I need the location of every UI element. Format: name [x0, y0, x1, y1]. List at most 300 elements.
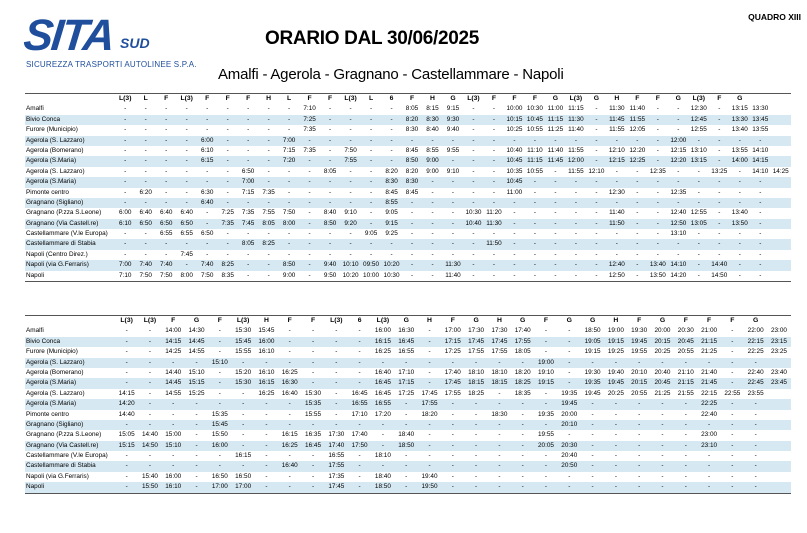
departure-time: 17:55: [491, 348, 508, 356]
station-name: Gragnano (Sigliano): [26, 198, 84, 206]
departure-time: 10:40: [465, 219, 482, 227]
table-row: [25, 229, 791, 239]
departure-time: -: [472, 178, 475, 186]
departure-time: 16:15: [235, 452, 252, 460]
departure-time: 12:00: [670, 136, 687, 144]
departure-time: 18:35: [514, 389, 531, 397]
departure-time: -: [591, 462, 594, 470]
departure-time: -: [405, 410, 408, 418]
departure-time: -: [195, 420, 198, 428]
departure-time: 20:30: [561, 441, 578, 449]
departure-time: -: [533, 188, 536, 196]
departure-time: -: [195, 462, 198, 470]
departure-time: -: [554, 250, 557, 258]
departure-time: 22:40: [747, 368, 764, 376]
departure-time: -: [451, 209, 455, 217]
station-name: Agerola (Bomerano): [26, 146, 84, 154]
departure-time: 11:55: [568, 146, 584, 154]
table-row: [25, 347, 791, 357]
departure-time: 19:50: [421, 483, 438, 491]
departure-time: -: [267, 271, 270, 279]
departure-time: -: [738, 198, 741, 206]
departure-time: -: [738, 188, 741, 196]
departure-time: -: [636, 178, 639, 186]
departure-time: -: [544, 452, 548, 460]
departure-time: 17:35: [328, 472, 345, 480]
departure-time: -: [513, 271, 516, 279]
departure-time: 21:45: [701, 379, 718, 387]
departure-time: -: [568, 379, 571, 387]
departure-time: -: [329, 198, 332, 206]
departure-time: 15:10: [211, 358, 228, 366]
departure-time: -: [124, 136, 127, 144]
departure-time: 18:40: [374, 472, 391, 480]
departure-time: -: [267, 157, 270, 165]
departure-time: -: [498, 441, 501, 449]
service-code: H: [430, 95, 435, 102]
station-name: Gragnano (Sigliano): [26, 420, 84, 428]
departure-time: -: [358, 462, 361, 470]
departure-time: 13:10: [670, 230, 687, 238]
departure-time: -: [311, 420, 315, 428]
departure-time: 15:10: [188, 368, 205, 376]
departure-time: -: [265, 420, 268, 428]
departure-time: 11:30: [609, 105, 625, 113]
service-code: F: [706, 317, 712, 324]
departure-time: -: [247, 230, 250, 238]
departure-time: -: [759, 136, 762, 144]
departure-time: -: [636, 250, 639, 258]
departure-time: -: [358, 358, 361, 366]
departure-time: -: [431, 219, 434, 227]
departure-time: -: [431, 230, 434, 238]
departure-time: 8:15: [426, 105, 439, 113]
departure-time: -: [697, 198, 700, 206]
departure-time: 7:00: [241, 178, 255, 186]
departure-time: -: [267, 167, 270, 175]
departure-time: 22:25: [747, 348, 764, 356]
departure-time: 16:55: [374, 400, 391, 408]
departure-time: 12:35: [670, 188, 687, 196]
table-row: [25, 430, 791, 440]
departure-time: -: [636, 198, 639, 206]
service-code: G: [552, 95, 559, 102]
departure-time: 17:40: [444, 368, 461, 376]
departure-time: 9:20: [344, 219, 357, 227]
departure-time: -: [185, 126, 188, 134]
departure-time: 22:25: [701, 400, 718, 408]
departure-time: -: [428, 431, 431, 439]
departure-time: 14:10: [752, 167, 769, 175]
departure-time: 7:00: [119, 261, 132, 269]
departure-time: 12:15: [608, 157, 625, 165]
departure-time: -: [144, 115, 147, 123]
departure-time: -: [349, 115, 352, 123]
departure-time: 17:30: [491, 327, 508, 335]
logo-tagline: SICUREZZA TRASPORTI AUTOLINEE S.P.A.: [26, 60, 197, 69]
departure-time: -: [308, 271, 311, 279]
departure-time: -: [185, 178, 188, 186]
departure-time: -: [554, 271, 557, 279]
departure-time: -: [431, 198, 434, 206]
departure-time: -: [513, 240, 516, 248]
departure-time: 17:30: [328, 431, 345, 439]
departure-time: -: [451, 431, 454, 439]
departure-time: -: [472, 105, 475, 113]
departure-time: -: [684, 472, 687, 480]
departure-time: -: [125, 483, 128, 491]
departure-time: -: [738, 136, 741, 144]
departure-time: -: [148, 452, 152, 460]
departure-time: -: [533, 230, 536, 238]
departure-time: 7:20: [282, 157, 296, 165]
departure-time: -: [677, 240, 680, 248]
departure-time: -: [521, 358, 524, 366]
departure-time: -: [358, 348, 361, 356]
departure-time: -: [148, 400, 152, 408]
departure-time: 11:00: [506, 188, 523, 196]
departure-time: -: [288, 472, 291, 480]
departure-time: -: [533, 261, 536, 269]
departure-time: -: [521, 441, 524, 449]
departure-time: 11:55: [568, 167, 584, 175]
departure-time: -: [288, 167, 291, 175]
departure-time: -: [595, 209, 598, 217]
departure-time: -: [574, 261, 577, 269]
departure-time: -: [638, 400, 641, 408]
departure-time: 12:30: [608, 188, 625, 196]
departure-time: 19:15: [607, 337, 624, 345]
departure-time: -: [661, 483, 664, 491]
departure-time: 22:15: [701, 389, 718, 397]
service-code: F: [655, 95, 660, 102]
station-name: Furore (Municipio): [26, 348, 78, 356]
departure-time: -: [759, 219, 762, 227]
departure-time: -: [554, 198, 557, 206]
departure-time: -: [247, 271, 250, 279]
departure-time: 14:30: [188, 327, 205, 335]
service-code: F: [246, 95, 251, 102]
departure-time: -: [124, 167, 127, 175]
departure-time: -: [754, 441, 757, 449]
departure-time: -: [247, 261, 250, 269]
departure-time: 16:40: [281, 462, 298, 470]
service-code: G: [450, 95, 456, 102]
departure-time: 8:00: [282, 219, 296, 227]
departure-time: -: [390, 126, 393, 134]
departure-time: -: [451, 157, 455, 165]
departure-time: -: [595, 157, 598, 165]
departure-time: 7:35: [303, 146, 316, 154]
station-name: Gragnano (Via Castell.re): [26, 219, 99, 227]
departure-time: -: [718, 219, 721, 227]
departure-time: 10:45: [506, 157, 523, 165]
departure-time: -: [595, 250, 598, 258]
departure-time: 20:10: [561, 420, 578, 428]
departure-time: -: [591, 441, 594, 449]
departure-time: -: [554, 230, 557, 238]
departure-time: -: [144, 105, 147, 113]
departure-time: -: [329, 230, 332, 238]
departure-time: 14:50: [711, 271, 728, 279]
departure-time: -: [185, 261, 188, 269]
departure-time: 12:00: [567, 157, 584, 165]
departure-time: -: [265, 472, 268, 480]
departure-time: -: [451, 240, 455, 248]
departure-time: 8:30: [405, 126, 419, 134]
departure-time: -: [265, 441, 268, 449]
departure-time: -: [533, 209, 536, 217]
departure-time: 6:00: [200, 136, 214, 144]
departure-time: -: [206, 167, 209, 175]
departure-time: -: [431, 240, 434, 248]
departure-time: 10:30: [465, 209, 482, 217]
departure-time: -: [451, 358, 454, 366]
departure-time: -: [718, 188, 721, 196]
departure-time: 16:55: [351, 400, 368, 408]
departure-time: -: [656, 146, 659, 154]
departure-time: -: [731, 327, 734, 335]
departure-time: 18:20: [421, 410, 438, 418]
departure-time: 17:20: [374, 410, 391, 418]
departure-time: -: [718, 126, 721, 134]
departure-time: -: [513, 230, 516, 238]
departure-time: -: [677, 198, 680, 206]
departure-time: -: [731, 348, 734, 356]
departure-time: 12:05: [629, 126, 646, 134]
departure-time: -: [718, 146, 721, 154]
departure-time: 19:40: [607, 368, 624, 376]
departure-time: -: [591, 452, 594, 460]
departure-time: -: [731, 462, 734, 470]
station-name: Gragnano (P.zza S.Leone): [26, 209, 102, 217]
departure-time: 11:45: [547, 157, 564, 165]
departure-time: -: [428, 327, 431, 335]
departure-time: 9:25: [385, 230, 398, 238]
departure-time: -: [759, 230, 762, 238]
departure-time: -: [636, 219, 639, 227]
departure-time: -: [242, 410, 245, 418]
departure-time: -: [738, 230, 741, 238]
departure-time: -: [615, 230, 618, 238]
departure-time: -: [311, 462, 315, 470]
departure-time: 9:00: [426, 157, 439, 165]
departure-time: 8:25: [262, 240, 275, 248]
departure-time: 14:25: [165, 348, 182, 356]
departure-time: -: [677, 250, 680, 258]
table-row: [25, 136, 791, 146]
departure-time: -: [288, 420, 291, 428]
departure-time: -: [591, 483, 594, 491]
departure-time: -: [311, 337, 315, 345]
departure-time: 11:30: [486, 219, 502, 227]
departure-time: 17:45: [491, 337, 508, 345]
departure-time: 21:25: [654, 389, 671, 397]
departure-time: 6:50: [200, 230, 214, 238]
departure-time: 16:00: [211, 441, 228, 449]
departure-time: -: [684, 400, 687, 408]
departure-time: -: [513, 261, 516, 269]
departure-time: 10:20: [342, 271, 359, 279]
departure-time: -: [754, 358, 757, 366]
departure-time: 6:40: [159, 209, 173, 217]
departure-time: 8:20: [385, 167, 398, 175]
departure-time: -: [265, 431, 268, 439]
departure-time: -: [451, 472, 454, 480]
departure-time: -: [185, 146, 188, 154]
departure-time: -: [144, 136, 147, 144]
station-name: Agerola (S. Lazzaro): [26, 167, 85, 175]
departure-time: -: [595, 230, 598, 238]
departure-time: 6:15: [200, 157, 214, 165]
departure-time: -: [554, 188, 557, 196]
departure-time: 7:25: [221, 209, 234, 217]
departure-time: 14:10: [670, 261, 687, 269]
station-name: Amalfi: [26, 327, 44, 335]
departure-time: 17:55: [328, 462, 345, 470]
departure-time: -: [591, 358, 594, 366]
departure-time: -: [574, 178, 577, 186]
departure-time: 7:35: [221, 219, 234, 227]
departure-time: -: [329, 240, 332, 248]
table-row: [25, 104, 791, 114]
departure-time: 15:35: [305, 400, 322, 408]
departure-time: -: [472, 198, 475, 206]
departure-time: -: [144, 146, 147, 154]
departure-time: -: [614, 400, 617, 408]
departure-time: -: [498, 462, 501, 470]
departure-time: 23:25: [770, 348, 787, 356]
departure-time: -: [595, 271, 598, 279]
station-name: Furore (Municipio): [26, 126, 78, 134]
departure-time: -: [451, 400, 454, 408]
departure-time: -: [554, 209, 557, 217]
service-code: G: [566, 317, 572, 324]
departure-time: 11:50: [609, 219, 625, 227]
departure-time: 8:30: [405, 178, 419, 186]
departure-time: -: [492, 115, 496, 123]
departure-time: 16:30: [398, 327, 415, 335]
departure-time: 12:10: [588, 167, 605, 175]
departure-time: -: [661, 452, 664, 460]
departure-time: -: [492, 105, 496, 113]
logo-sub: SUD: [120, 35, 150, 51]
departure-time: -: [218, 379, 221, 387]
departure-time: -: [288, 483, 291, 491]
departure-time: -: [410, 230, 414, 238]
departure-time: 18:15: [468, 379, 485, 387]
table-row: [25, 219, 791, 229]
service-code: F: [171, 317, 176, 324]
departure-time: -: [358, 368, 361, 376]
departure-time: 6:40: [139, 209, 152, 217]
departure-time: -: [492, 188, 496, 196]
departure-time: -: [718, 250, 721, 258]
departure-time: -: [568, 337, 571, 345]
departure-time: 18:50: [374, 483, 391, 491]
departure-time: -: [242, 420, 245, 428]
departure-time: 15:45: [211, 420, 228, 428]
departure-time: -: [554, 219, 557, 227]
departure-time: -: [390, 146, 393, 154]
departure-time: -: [358, 420, 361, 428]
service-code: G: [753, 317, 759, 324]
departure-time: -: [498, 358, 501, 366]
departure-time: 16:15: [374, 337, 391, 345]
departure-time: -: [226, 146, 229, 154]
departure-time: -: [718, 240, 721, 248]
departure-time: -: [335, 420, 338, 428]
departure-time: -: [125, 358, 128, 366]
departure-time: 16:45: [374, 379, 391, 387]
departure-time: 9:05: [385, 209, 398, 217]
departure-time: -: [492, 230, 496, 238]
departure-time: -: [718, 136, 721, 144]
departure-time: -: [677, 126, 680, 134]
table-row: [25, 461, 791, 471]
departure-time: -: [614, 472, 617, 480]
departure-time: 13:10: [690, 146, 707, 154]
departure-time: 6:55: [159, 230, 173, 238]
departure-time: -: [684, 452, 687, 460]
departure-time: -: [614, 441, 617, 449]
service-code: 6: [389, 95, 394, 102]
departure-time: -: [595, 198, 598, 206]
table-row: [25, 389, 791, 399]
departure-time: 12:15: [670, 146, 687, 154]
departure-time: -: [697, 271, 700, 279]
service-code: L(3): [119, 95, 132, 102]
departure-time: 16:45: [351, 389, 368, 397]
table-row: [25, 368, 791, 378]
departure-time: 12:30: [690, 105, 707, 113]
departure-time: -: [369, 167, 373, 175]
departure-time: -: [124, 126, 127, 134]
departure-time: -: [492, 136, 496, 144]
departure-time: 16:15: [258, 379, 275, 387]
departure-time: -: [554, 136, 557, 144]
departure-time: 7:10: [119, 271, 132, 279]
departure-time: -: [124, 240, 127, 248]
departure-time: -: [591, 472, 594, 480]
service-code: [767, 316, 790, 326]
departure-time: -: [595, 219, 598, 227]
departure-time: 22:00: [747, 327, 764, 335]
departure-time: 11:55: [609, 126, 625, 134]
departure-time: 7:55: [344, 157, 357, 165]
departure-time: -: [492, 178, 496, 186]
departure-time: 7:35: [303, 126, 316, 134]
departure-time: 14:00: [165, 327, 182, 335]
departure-time: 17:00: [235, 483, 252, 491]
departure-time: -: [554, 261, 557, 269]
departure-time: -: [498, 452, 501, 460]
station-name: Bivio Conca: [26, 115, 61, 123]
departure-time: -: [226, 115, 229, 123]
departure-time: -: [574, 219, 577, 227]
departure-time: -: [754, 462, 757, 470]
departure-time: -: [718, 198, 721, 206]
service-code: H: [263, 317, 269, 324]
service-code: L(3): [467, 95, 480, 102]
departure-time: -: [718, 178, 721, 186]
departure-time: -: [335, 400, 338, 408]
departure-time: -: [428, 337, 431, 345]
table-row: [25, 188, 791, 198]
departure-time: -: [451, 410, 454, 418]
departure-time: -: [731, 420, 734, 428]
departure-time: -: [656, 115, 659, 123]
